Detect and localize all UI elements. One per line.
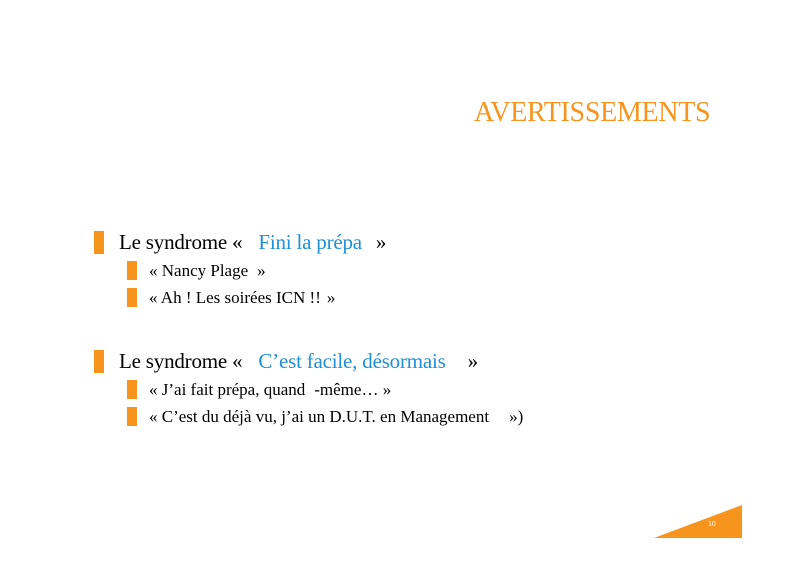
sub-bullet-nancy-plage bbox=[127, 260, 266, 281]
bullet-highlight: C’est facile, désormais bbox=[258, 349, 446, 373]
sub-bullet-text-part: « Nancy Plage bbox=[149, 261, 249, 280]
sub-bullet-deja-vu-dut bbox=[127, 406, 523, 427]
corner-triangle-shape bbox=[654, 505, 742, 538]
orange-bullet-icon bbox=[127, 288, 137, 307]
sub-bullet-text-part: » bbox=[326, 288, 336, 307]
bullet-syndrome-fini-la-prepa bbox=[94, 229, 386, 255]
bullet-text bbox=[119, 348, 478, 374]
orange-bullet-icon bbox=[94, 350, 104, 373]
bullet-suffix: » bbox=[467, 349, 478, 373]
bullet-prefix: Le syndrome « bbox=[119, 349, 243, 373]
sub-bullet-jai-fait-prepa bbox=[127, 379, 391, 400]
sub-bullet-text-part: ») bbox=[509, 407, 524, 426]
bullet-syndrome-cest-facile bbox=[94, 348, 478, 374]
bullet-text bbox=[119, 229, 386, 255]
orange-bullet-icon bbox=[127, 261, 137, 280]
sub-bullet-text bbox=[149, 379, 391, 400]
orange-bullet-icon bbox=[94, 231, 104, 254]
bullet-prefix: Le syndrome « bbox=[119, 230, 243, 254]
sub-bullet-text bbox=[149, 260, 266, 281]
slide-page-number: 10 bbox=[708, 521, 716, 528]
sub-bullet-soirees-icn bbox=[127, 287, 335, 308]
sub-bullet-text-part: -même… » bbox=[314, 380, 392, 399]
slide-title: AVERTISSEMENTS bbox=[474, 97, 711, 128]
sub-bullet-text bbox=[149, 406, 523, 427]
sub-bullet-text-part: « Ah ! Les soirées ICN !! bbox=[149, 288, 321, 307]
corner-triangle-decoration bbox=[654, 505, 742, 538]
sub-bullet-text-part: » bbox=[257, 261, 266, 280]
sub-bullet-text bbox=[149, 287, 335, 308]
orange-bullet-icon bbox=[127, 407, 137, 426]
sub-bullet-text-part: « C’est du déjà vu, j’ai un D.U.T. en Management bbox=[149, 407, 490, 426]
bullet-suffix: » bbox=[375, 230, 387, 254]
orange-bullet-icon bbox=[127, 380, 137, 399]
sub-bullet-text-part: « J’ai fait prépa, quand bbox=[149, 380, 306, 399]
bullet-highlight: Fini la prépa bbox=[258, 230, 362, 254]
